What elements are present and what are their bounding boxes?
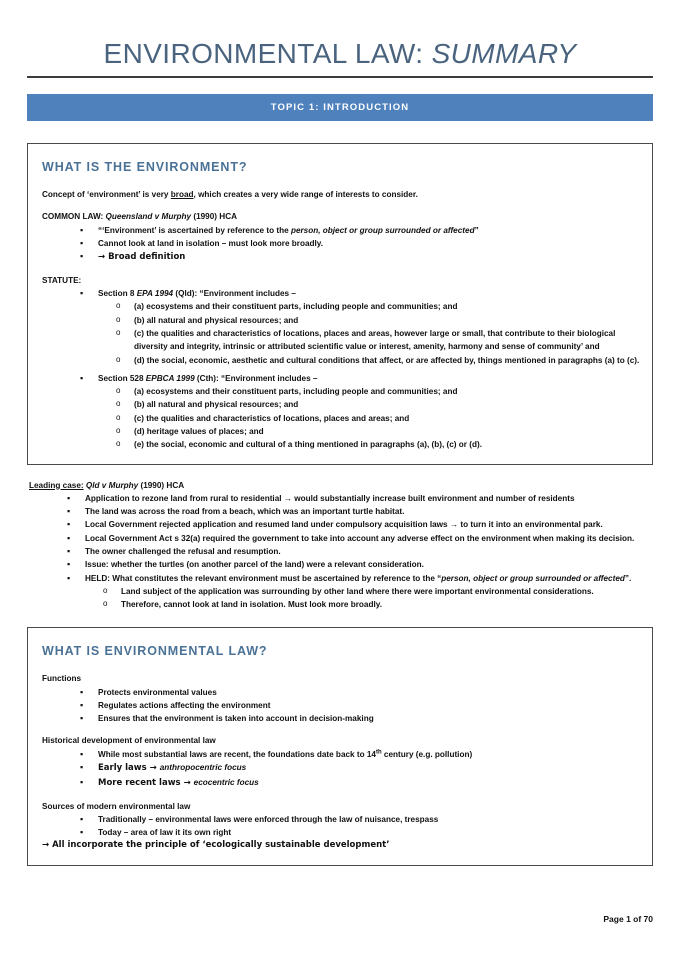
bullet-icon: ▪	[80, 288, 84, 299]
circle-bullet-icon: o	[103, 585, 108, 595]
bullet-text-end: ”	[474, 225, 479, 235]
circle-bullet-icon: o	[116, 425, 121, 435]
list-item	[76, 250, 640, 265]
sub-text: (a) ecosystems and their constituent parts, including people and communities; and	[134, 387, 458, 397]
held-text-pre: HELD: What constitutes the relevant environment must be ascertained by reference to the “	[85, 573, 442, 583]
group-label-sources: Sources of modern environmental law	[42, 801, 191, 811]
bullet-text: The land was across the road from a beach, which was an important turtle habitat.	[85, 507, 405, 517]
group-label-functions: Functions	[42, 674, 82, 684]
page-title	[27, 0, 653, 76]
circle-bullet-icon: o	[116, 399, 121, 409]
section-what-is-environmental-law	[27, 627, 653, 866]
sub-text: Therefore, cannot look at land in isolation. Must look more broadly.	[121, 600, 382, 610]
bullet-icon: ▪	[80, 251, 84, 262]
bullet-icon: ▪	[80, 686, 84, 697]
list-item	[76, 287, 640, 300]
bullet-text: Ensures that the environment is taken into account in decision-making	[98, 714, 374, 724]
leading-case-bullets	[27, 492, 653, 585]
list-item	[76, 813, 640, 826]
leading-case-label: Leading case:	[29, 480, 84, 490]
bullet-icon: ▪	[80, 237, 84, 248]
bullet-icon: ▪	[80, 224, 84, 235]
leading-case-heading	[29, 479, 653, 492]
list-item	[112, 314, 640, 327]
list-item	[112, 425, 640, 438]
list-item	[76, 372, 640, 385]
list-item	[63, 572, 653, 585]
section-heading-environment: WHAT IS THE ENVIRONMENT?	[42, 160, 248, 174]
list-item	[63, 492, 653, 505]
statute-epa-subitems	[40, 300, 640, 366]
bullet-text: Today – area of law it its own right	[98, 828, 232, 838]
statute-label: STATUTE:	[42, 275, 82, 285]
group-label-historical: Historical development of environmental law	[42, 736, 216, 746]
intro-post: , which creates a very wide range of interests to consider.	[193, 190, 418, 199]
bullet-text: Early laws →	[98, 763, 160, 774]
circle-bullet-icon: o	[116, 386, 121, 396]
bullet-icon: ▪	[67, 572, 71, 583]
bullet-icon: ▪	[80, 813, 84, 824]
bullet-icon: ▪	[80, 713, 84, 724]
bullet-icon: ▪	[80, 372, 84, 383]
functions-bullets	[40, 686, 640, 726]
statute-lead-pre: Section 8	[98, 289, 137, 299]
sub-text: (b) all natural and physical resources; and	[134, 315, 299, 325]
list-item	[112, 300, 640, 313]
bullet-text: Issue: whether the turtles (on another parcel of the land) were a relevant consideration.	[85, 560, 424, 570]
list-item	[76, 686, 640, 699]
intro-paragraph	[42, 188, 640, 201]
list-item	[63, 518, 653, 531]
bullet-text-italic: anthropocentric focus	[159, 763, 247, 773]
list-item	[76, 224, 640, 237]
list-item	[99, 598, 653, 611]
sub-text: (c) the qualities and characteristics of locations, places and areas, however large or small, that contribute to their biological diversity and integrity, intrinsic or attributed scientific value or interest, amenity, harmony and sense of community’ and	[134, 329, 616, 352]
intro-underlined: broad	[170, 190, 194, 199]
list-item	[76, 237, 640, 250]
circle-bullet-icon: o	[116, 354, 121, 364]
bullet-text-italic: person, object or group surrounded or affected	[290, 225, 475, 235]
page-title-italic: SUMMARY	[431, 38, 577, 69]
held-text-italic: person, object or group surrounded or affected	[441, 573, 625, 583]
list-item	[112, 398, 640, 411]
statute-lead-pre: Section 528	[98, 373, 146, 383]
statute-item-epa	[40, 287, 640, 300]
page-title-main: ENVIRONMENTAL LAW:	[103, 38, 424, 69]
ordinal-superscript: th	[375, 749, 382, 756]
leading-case-block	[27, 479, 653, 612]
sub-text: (d) the social, economic, aesthetic and cultural conditions that affect, or are affected by, things mentioned in paragraphs (a) to (c).	[134, 355, 640, 365]
bullet-text: “‘Environment’ is ascertained by reference to the	[98, 225, 291, 235]
bullet-text: More recent laws →	[98, 777, 194, 788]
bullet-text: Traditionally – environmental laws were enforced through the law of nuisance, trespass	[98, 814, 439, 824]
common-law-case-cite: (1990) HCA	[191, 212, 238, 222]
sub-text: (d) heritage values of places; and	[134, 426, 264, 436]
list-item	[112, 412, 640, 425]
held-subitems	[27, 585, 653, 612]
statute-lead-post: (Cth): “Environment includes –	[194, 373, 318, 383]
statute-lead-act: EPA 1994	[136, 289, 174, 299]
circle-bullet-icon: o	[116, 328, 121, 338]
bullet-icon: ▪	[80, 776, 84, 787]
bullet-icon: ▪	[67, 506, 71, 517]
common-law-case: Queensland v Murphy	[105, 212, 192, 222]
bullet-text: While most substantial laws are recent, the foundations date back to 14	[98, 749, 376, 759]
list-item	[63, 545, 653, 558]
list-item	[76, 699, 640, 712]
bullet-icon: ▪	[80, 762, 84, 773]
list-item	[76, 826, 640, 839]
bullet-text: Local Government Act s 32(a) required the government to take into account any adverse effect on the environment when making its decision.	[85, 533, 635, 543]
bullet-text: → Broad definition	[98, 252, 186, 263]
circle-bullet-icon: o	[116, 439, 121, 449]
bullet-icon: ▪	[80, 827, 84, 838]
statute-epbca-subitems	[40, 385, 640, 451]
sub-text: (b) all natural and physical resources; and	[134, 400, 299, 410]
bullet-icon: ▪	[67, 545, 71, 556]
bullet-text: Regulates actions affecting the environment	[98, 700, 271, 710]
list-item	[99, 585, 653, 598]
list-item	[76, 761, 640, 776]
statute-lead-post: (Qld): “Environment includes –	[173, 289, 296, 299]
list-item	[63, 558, 653, 571]
bullet-icon: ▪	[80, 748, 84, 759]
sub-text: (e) the social, economic and cultural of a thing mentioned in paragraphs (a), (b), (c) or (d).	[134, 440, 482, 450]
list-item	[63, 505, 653, 518]
leading-case-name: Qld v Murphy	[83, 480, 139, 490]
held-text-post: ”.	[624, 573, 632, 583]
common-law-label-line	[42, 210, 640, 223]
sub-text: (a) ecosystems and their constituent parts, including people and communities; and	[134, 302, 458, 312]
bullet-text: Local Government rejected application and resumed land under compulsory acquisition laws → to turn it into an environmental park.	[85, 520, 603, 530]
sub-text: Land subject of the application was surrounding by other land where there were important environmental considerations.	[121, 586, 594, 596]
title-divider	[27, 76, 653, 78]
common-law-bullets	[40, 224, 640, 265]
bullet-icon: ▪	[67, 532, 71, 543]
section-what-is-the-environment	[27, 143, 653, 465]
bullet-text: Protects environmental values	[98, 687, 217, 697]
circle-bullet-icon: o	[116, 412, 121, 422]
sources-trailer: → All incorporate the principle of ‘ecologically sustainable development’	[42, 840, 390, 851]
bullet-icon: ▪	[67, 492, 71, 503]
list-item	[112, 354, 640, 367]
sources-bullets	[40, 813, 640, 840]
bullet-text-post: century (e.g. pollution)	[381, 749, 473, 759]
bullet-icon: ▪	[80, 699, 84, 710]
intro-pre: Concept of ‘environment’ is very	[42, 190, 171, 199]
list-item	[63, 532, 653, 545]
list-item	[112, 438, 640, 451]
circle-bullet-icon: o	[103, 599, 108, 609]
statute-lead-act: EPBCA 1999	[145, 373, 195, 383]
list-item	[112, 385, 640, 398]
list-item	[76, 712, 640, 725]
list-item	[112, 327, 640, 354]
circle-bullet-icon: o	[116, 301, 121, 311]
list-item	[76, 776, 640, 791]
bullet-icon: ▪	[67, 559, 71, 570]
topic-banner: TOPIC 1: INTRODUCTION	[27, 94, 653, 121]
statute-item-epbca	[40, 372, 640, 385]
bullet-text: Cannot look at land in isolation – must look more broadly.	[98, 238, 324, 248]
bullet-text: The owner challenged the refusal and resumption.	[85, 546, 281, 556]
sub-text: (c) the qualities and characteristics of locations, places and areas; and	[134, 413, 410, 423]
leading-case-cite: (1990) HCA	[138, 480, 185, 490]
bullet-icon: ▪	[67, 519, 71, 530]
historical-bullets	[40, 748, 640, 791]
bullet-text: Application to rezone land from rural to residential → would substantially increase built environment and number of residents	[85, 493, 575, 503]
common-law-label: COMMON LAW:	[42, 212, 104, 222]
bullet-text-italic: ecocentric focus	[193, 777, 259, 787]
circle-bullet-icon: o	[116, 314, 121, 324]
list-item	[76, 748, 640, 761]
section-heading-environmental-law: WHAT IS ENVIRONMENTAL LAW?	[42, 644, 268, 659]
page-footer: Page 1 of 70	[603, 914, 653, 924]
